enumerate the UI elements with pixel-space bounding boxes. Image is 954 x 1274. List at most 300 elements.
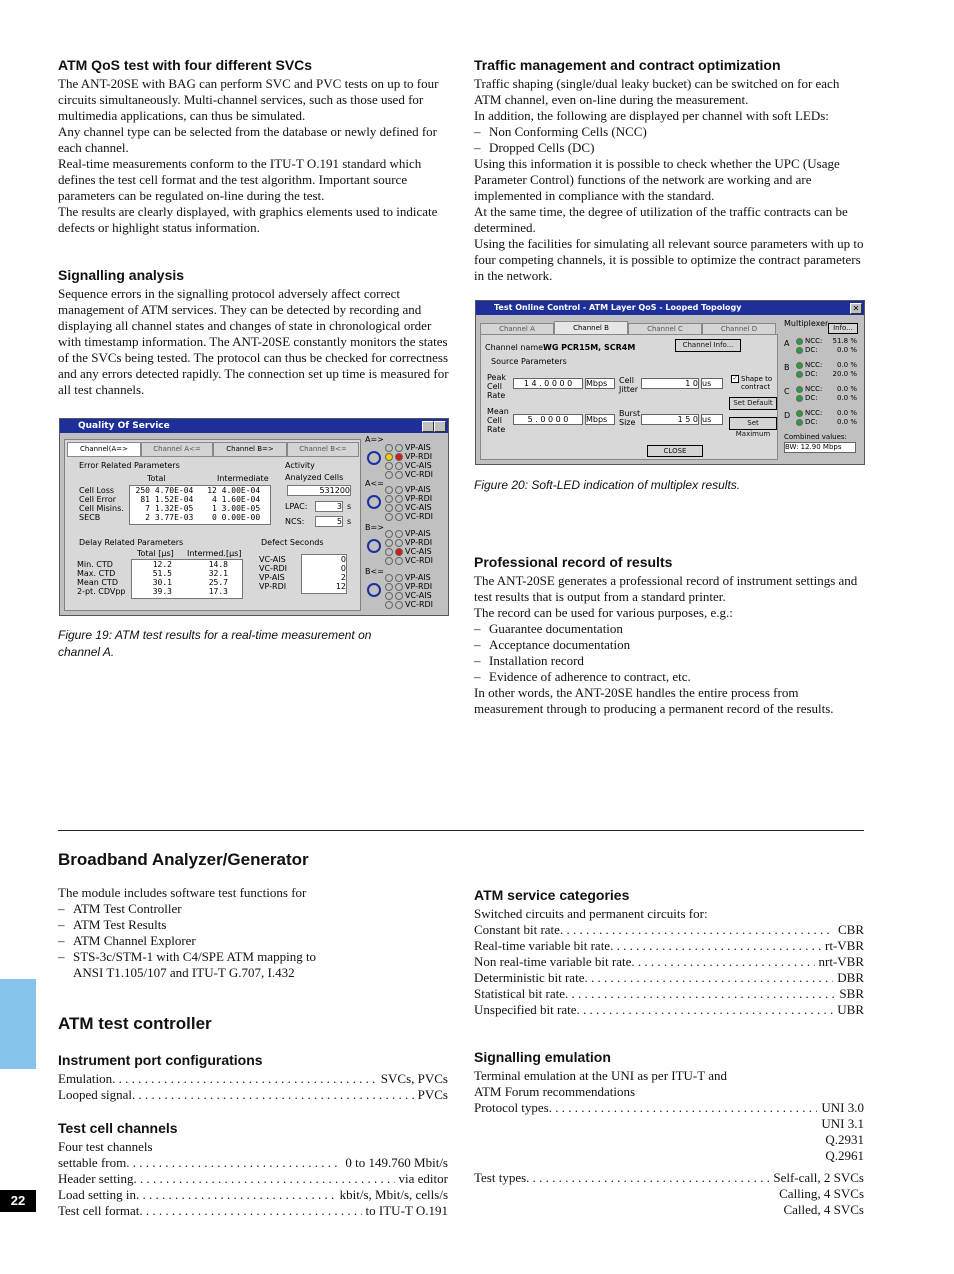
defect-label: VP-AIS: [259, 573, 285, 582]
spec-label: Load setting in: [58, 1187, 136, 1202]
channel-info-button[interactable]: Channel Info...: [675, 339, 741, 352]
channel-name-value: WG PCR15M, SCR4M: [543, 343, 636, 352]
side-accent-bar: [0, 979, 36, 1069]
section-heading: Instrument port configurations: [58, 1052, 263, 1068]
led-row: [385, 547, 433, 556]
led-off-icon: [385, 539, 393, 547]
broadband-section: [58, 850, 450, 981]
tab-channel-a[interactable]: Channel A: [480, 323, 554, 335]
defect-value: 0: [340, 555, 346, 564]
led-off-icon: [395, 486, 403, 494]
spec-value: Q.2961: [825, 1148, 864, 1163]
soft-led-green-icon: [796, 338, 803, 345]
error-params-title: Error Related Parameters: [79, 461, 180, 470]
err-values-box: [129, 485, 271, 525]
list-item: – Evidence of adherence to contract, etc.: [474, 669, 866, 685]
tab-channel-a-in[interactable]: Channel A<=: [141, 442, 213, 457]
err-labels: [79, 486, 124, 522]
paragraph: At the same time, the degree of utilization of the traffic contracts can be determined.: [474, 204, 848, 235]
delay-row: [132, 560, 242, 569]
minimize-button[interactable]: [422, 421, 434, 432]
mux-info-button[interactable]: Info...: [828, 323, 858, 334]
delay-label: 2-pt. CDVpp: [77, 587, 126, 596]
cell-jitter-value: 1 0: [641, 378, 699, 389]
source-params-title: Source Parameters: [491, 357, 567, 366]
mean-unit-select[interactable]: Mbps: [585, 414, 615, 425]
paragraph: The ANT-20SE with BAG can perform SVC and PVC tests on up to four circuits simultaneously. Multi-channel services, such as those used for multimedia applications, can thus be simulated.: [58, 76, 439, 123]
set-default-button[interactable]: Set Default: [729, 397, 777, 410]
err-cell: 0: [212, 513, 217, 522]
led-row: [385, 573, 433, 582]
peak-cell-rate-value: 1 4 . 0 0 0 0: [513, 378, 583, 389]
led-label: VP-RDI: [405, 582, 433, 591]
err-cell: 1.60E-04: [221, 495, 261, 504]
main-heading: Broadband Analyzer/Generator: [58, 850, 309, 869]
err-cell: 250: [135, 486, 150, 495]
section-heading: Professional record of results: [474, 554, 673, 570]
list-item: – Guarantee documentation: [474, 621, 866, 637]
led-off-icon: [395, 444, 403, 452]
peak-unit-select[interactable]: Mbps: [585, 378, 615, 389]
defect-value: 0: [340, 564, 346, 573]
qos-window: [59, 418, 449, 616]
led-list: [385, 529, 433, 565]
spec-row: [474, 938, 864, 954]
spec-label: Test cell format: [58, 1203, 140, 1218]
atm-controller-section: [58, 1014, 448, 1219]
err-cell: 1.52E-04: [154, 495, 194, 504]
led-yellow-icon: [385, 453, 393, 461]
err-cell: 7: [145, 504, 150, 513]
spec-value: Self-call, 2 SVCs: [773, 1170, 864, 1185]
spec-value: Called, 4 SVCs: [783, 1202, 864, 1217]
soft-led-green-icon: [796, 347, 803, 354]
dot-leader: [549, 1100, 818, 1116]
channel-panel: [480, 334, 778, 460]
mux-value-label: DC:: [805, 370, 818, 378]
led-off-icon: [395, 462, 403, 470]
led-off-icon: [395, 471, 403, 479]
channel-name-label: Channel name:: [485, 343, 546, 352]
mux-value-label: DC:: [805, 418, 818, 426]
led-group-b-in: [365, 567, 445, 611]
mux-rows: [782, 337, 860, 433]
tab-channel-a-out[interactable]: Channel(A=>: [67, 442, 141, 457]
spec-label: settable from: [58, 1155, 127, 1170]
shape-checkbox[interactable]: ✓: [732, 375, 738, 382]
analyzed-cells-label: Analyzed Cells: [285, 473, 344, 482]
err-cell: 2: [145, 513, 150, 522]
led-list: [385, 485, 433, 521]
led-off-icon: [385, 513, 393, 521]
led-row: [385, 556, 433, 565]
spec-row: [58, 1203, 448, 1219]
delay-inter-header: Intermed.[µs]: [187, 549, 242, 558]
soft-led-green-icon: [796, 386, 803, 393]
paragraph: Sequence errors in the signalling protocol adversely affect correct management of ATM services. They can be detected by recording and displaying all channel states and changes of state in chronological order with timestamp information. The ANT-20SE constantly monitors the states of the SVCs being tested. The protocol can thus be checked for correctness and any errors detected rapidly. The connection set up time is measured for all test channels.: [58, 286, 449, 397]
led-row: [385, 582, 433, 591]
spec-value: Q.2931: [825, 1132, 864, 1147]
set-maximum-button[interactable]: Set Maximum: [729, 417, 777, 430]
spec-row: [58, 1087, 448, 1103]
err-label: SECB: [79, 513, 101, 522]
figure-20-caption: Figure 20: Soft-LED indication of multiplex results.: [474, 478, 741, 492]
err-cell: 1: [212, 504, 217, 513]
err-cell: 4.70E-04: [154, 486, 194, 495]
mux-value-row: [796, 370, 857, 379]
soft-led-green-icon: [796, 419, 803, 426]
led-label: VP-AIS: [405, 573, 431, 582]
led-row: [385, 538, 433, 547]
led-off-icon: [385, 574, 393, 582]
left-column-top: [58, 57, 450, 236]
err-label: Cell Misins.: [79, 504, 124, 513]
tab-channel-b[interactable]: Channel B: [554, 321, 628, 335]
led-label: VC-RDI: [405, 600, 434, 609]
led-label: VC-AIS: [405, 461, 432, 470]
shape-label: Shape to contract: [741, 375, 773, 391]
multiplexer-title: Multiplexer: [784, 319, 829, 328]
err-inter-header: Intermediate: [217, 474, 269, 483]
mux-channel-row: [782, 361, 860, 385]
led-off-icon: [385, 583, 393, 591]
defect-label: VP-RDI: [259, 582, 287, 591]
mean-cell-rate-value: 5 . 0 0 0 0: [513, 414, 583, 425]
led-label: VP-AIS: [405, 529, 431, 538]
spec-row: [474, 1170, 864, 1186]
tab-channel-d[interactable]: Channel D: [702, 323, 776, 335]
spec-label: Real-time variable bit rate: [474, 938, 611, 953]
section-heading: Signalling analysis: [58, 267, 185, 283]
led-off-icon: [395, 504, 403, 512]
paragraph: Terminal emulation at the UNI as per ITU-T and: [474, 1068, 727, 1083]
err-cell: 1.32E-05: [154, 504, 194, 513]
mux-value-row: [796, 337, 857, 346]
mux-value-label: NCC:: [805, 385, 823, 393]
mux-value-row: [796, 394, 857, 403]
paragraph: Using this information it is possible to check whether the UPC (Usage Parameter Control) functions of the network are working and are implemented in compliance with the standard.: [474, 156, 840, 203]
spec-value: UNI 3.0: [821, 1100, 864, 1115]
led-row: [385, 529, 433, 538]
err-total-header: Total: [147, 474, 166, 483]
delay-label: Mean CTD: [77, 578, 118, 587]
led-off-icon: [395, 495, 403, 503]
mux-value-label: NCC:: [805, 337, 823, 345]
maximize-button[interactable]: [434, 421, 446, 432]
mux-value-label: NCC:: [805, 409, 823, 417]
main-heading: ATM test controller: [58, 1014, 212, 1033]
led-off-icon: [395, 574, 403, 582]
led-off-icon: [395, 592, 403, 600]
list-item: – Dropped Cells (DC): [474, 140, 866, 156]
led-off-icon: [395, 513, 403, 521]
spec-label: Constant bit rate: [474, 922, 560, 937]
record-section: [474, 554, 866, 717]
paragraph: The module includes software test functions for: [58, 885, 307, 900]
paragraph: Using the facilities for simulating all relevant source parameters with up to four competing channels, it is possible to optimize the contract parameters in the network.: [474, 236, 864, 283]
led-label: VC-AIS: [405, 547, 432, 556]
led-off-icon: [385, 530, 393, 538]
spec-value: SVCs, PVCs: [380, 1071, 448, 1086]
direction-label: B<=: [365, 567, 384, 576]
right-column-top: [474, 57, 866, 284]
list-item: – ATM Test Results: [58, 917, 450, 933]
mux-value: 0.0 %: [836, 361, 857, 369]
led-label: VP-RDI: [405, 494, 433, 503]
led-off-icon: [395, 601, 403, 609]
mux-value-row: [796, 418, 857, 427]
tab-channel-b-in[interactable]: Channel B<=: [287, 442, 359, 457]
led-off-icon: [395, 539, 403, 547]
mux-value: 51.8 %: [832, 337, 857, 345]
mux-channel-label: A: [784, 339, 790, 348]
delay-label: Min. CTD: [77, 560, 113, 569]
spec-row: [474, 986, 864, 1002]
list-item: – ATM Channel Explorer: [58, 933, 450, 949]
led-label: VP-RDI: [405, 538, 433, 547]
dot-leader: [631, 954, 814, 970]
direction-label: B=>: [365, 523, 384, 532]
spec-row: [474, 1100, 864, 1116]
led-group-a-in: [365, 479, 445, 523]
delay-row: [132, 578, 242, 587]
peak-cell-rate-label: Peak Cell Rate: [487, 373, 506, 400]
err-cell: 12: [207, 486, 217, 495]
list-item: – STS-3c/STM-1 with C4/SPE ATM mapping to ANSI T1.105/107 and ITU-T G.707, I.432: [58, 949, 343, 981]
direction-label: A=>: [365, 435, 384, 444]
dot-leader: [136, 1187, 336, 1203]
magnifier-icon[interactable]: [367, 583, 381, 597]
defect-label: VC-RDI: [259, 564, 288, 573]
spec-row: [58, 1171, 448, 1187]
led-label: VC-AIS: [405, 503, 432, 512]
err-row: [130, 495, 270, 504]
led-label: VC-RDI: [405, 556, 434, 565]
led-off-icon: [385, 471, 393, 479]
tab-channel-c[interactable]: Channel C: [628, 323, 702, 335]
magnifier-icon[interactable]: [367, 495, 381, 509]
led-row: [385, 512, 433, 521]
cell-jitter-label: Cell Jitter: [619, 376, 639, 394]
led-row: [385, 485, 433, 494]
window-titlebar: [476, 301, 864, 315]
defect-seconds-title: Defect Seconds: [261, 538, 324, 547]
mux-value-row: [796, 385, 857, 394]
section-heading: Test cell channels: [58, 1120, 178, 1136]
led-group-a-out: [365, 435, 445, 479]
led-off-icon: [385, 495, 393, 503]
delay-total-header: Total [µs]: [137, 549, 174, 558]
led-off-icon: [395, 557, 403, 565]
purpose-list: [474, 621, 866, 685]
mux-channel-label: B: [784, 363, 790, 372]
ncs-value: 5: [315, 516, 343, 527]
dot-leader: [584, 970, 833, 986]
signalling-emulation-section: [474, 1049, 864, 1218]
close-button[interactable]: CLOSE: [647, 445, 703, 457]
spec-row: [58, 1187, 448, 1203]
dot-leader: [577, 1002, 834, 1018]
led-list: [474, 124, 866, 156]
soft-led-green-icon: [796, 410, 803, 417]
spec-value: via editor: [398, 1171, 448, 1186]
err-cell: 81: [140, 495, 150, 504]
dot-leader: [565, 986, 835, 1002]
delay-cell: 30.1: [152, 578, 172, 587]
led-group-b-out: [365, 523, 445, 567]
err-label: Cell Error: [79, 495, 116, 504]
led-off-icon: [385, 504, 393, 512]
mux-value: 0.0 %: [836, 385, 857, 393]
led-label: VP-RDI: [405, 452, 433, 461]
analyzed-cells-value: 531200: [287, 485, 351, 496]
err-cell: 3.00E-05: [221, 504, 261, 513]
ncs-unit: s: [347, 517, 352, 526]
led-off-icon: [395, 583, 403, 591]
mux-channel-label: D: [784, 411, 791, 420]
window-title: Test Online Control - ATM Layer QoS - Looped Topology: [494, 303, 742, 312]
spec-row: [474, 970, 864, 986]
led-label: VC-AIS: [405, 591, 432, 600]
delay-cell: 32.1: [208, 569, 228, 578]
dot-leader: [112, 1071, 377, 1087]
led-row: [385, 600, 433, 609]
delay-label: Max. CTD: [77, 569, 116, 578]
spec-value: UBR: [837, 1002, 864, 1017]
led-row: [385, 591, 433, 600]
magnifier-icon[interactable]: [367, 451, 381, 465]
spec-value: nrt-VBR: [818, 954, 864, 969]
spec-label: Header setting: [58, 1171, 134, 1186]
defect-label: VC-AIS: [259, 555, 286, 564]
function-list: [58, 901, 450, 981]
led-label: VC-RDI: [405, 470, 434, 479]
spec-row: [474, 922, 864, 938]
err-row: [130, 513, 270, 522]
section-heading: Traffic management and contract optimization: [474, 57, 781, 73]
window-title: Quality Of Service: [78, 421, 170, 431]
dot-leader: [139, 1203, 361, 1219]
mux-value-label: DC:: [805, 394, 818, 402]
spec-value: SBR: [839, 986, 864, 1001]
delay-cell: 25.7: [208, 578, 228, 587]
led-red-icon: [395, 453, 403, 461]
ncs-label: NCS:: [285, 517, 305, 526]
section-divider: [58, 830, 864, 831]
list-item: – ATM Test Controller: [58, 901, 450, 917]
defect-values-box: [301, 554, 347, 594]
led-row: [385, 494, 433, 503]
led-row: [385, 443, 433, 452]
led-off-icon: [385, 601, 393, 609]
spec-label: Unspecified bit rate: [474, 1002, 577, 1017]
mux-value-label: DC:: [805, 346, 818, 354]
err-cell: 4: [212, 495, 217, 504]
delay-values-box: [131, 559, 243, 599]
delay-labels: [77, 560, 126, 596]
err-label: Cell Loss: [79, 486, 115, 495]
burst-size-value: 1 5 0: [641, 414, 699, 425]
mux-value: 0.0 %: [836, 409, 857, 417]
combined-label: Combined values:: [784, 433, 847, 441]
err-cell: 4.00E-04: [221, 486, 261, 495]
section-heading: Signalling emulation: [474, 1049, 611, 1065]
defect-value: 2: [340, 573, 346, 582]
burst-size-label: Burst Size: [619, 409, 641, 427]
spec-value: Calling, 4 SVCs: [779, 1186, 864, 1201]
direction-label: A<=: [365, 479, 384, 488]
led-off-icon: [385, 548, 393, 556]
list-item: – Installation record: [474, 653, 866, 669]
spec-value: to ITU-T O.191: [365, 1203, 448, 1218]
activity-title: Activity: [285, 461, 315, 470]
spec-label: Test types: [474, 1170, 527, 1185]
led-red-icon: [395, 548, 403, 556]
paragraph: Any channel type can be selected from the database or newly defined for each channel.: [58, 124, 438, 155]
magnifier-icon[interactable]: [367, 539, 381, 553]
lpac-value: 3: [315, 501, 343, 512]
spec-value: CBR: [837, 922, 864, 937]
signalling-section: [58, 267, 450, 398]
soft-led-green-icon: [796, 371, 803, 378]
service-categories-section: [474, 887, 864, 1018]
mux-channel-row: [782, 337, 860, 361]
tab-channel-b-out[interactable]: Channel B=>: [213, 442, 287, 457]
spec-value: 0 to 149.760 Mbit/s: [345, 1155, 448, 1170]
led-row: [385, 470, 433, 479]
burst-unit-select[interactable]: us: [701, 414, 723, 425]
dot-leader: [526, 1170, 769, 1186]
list-item: – Non Conforming Cells (NCC): [474, 124, 866, 140]
led-label: VP-AIS: [405, 443, 431, 452]
mux-channel-row: [782, 385, 860, 409]
led-row: [385, 452, 433, 461]
section-heading: ATM QoS test with four different SVCs: [58, 57, 313, 73]
mux-channel-row: [782, 409, 860, 433]
spec-row: [474, 1002, 864, 1018]
err-cell: 3.77E-03: [154, 513, 194, 522]
spec-label: Emulation: [58, 1071, 113, 1086]
qos-panel: [64, 439, 361, 611]
lpac-unit: s: [347, 502, 352, 511]
err-cell: 0.00E-00: [221, 513, 261, 522]
spec-value: UNI 3.1: [821, 1116, 864, 1131]
err-row: [130, 486, 270, 495]
spec-row: [474, 954, 864, 970]
led-list: [385, 443, 433, 479]
mux-value: 0.0 %: [836, 394, 857, 402]
led-off-icon: [385, 462, 393, 470]
led-off-icon: [385, 486, 393, 494]
figure-19-caption: Figure 19: ATM test results for a real-time measurement on channel A.: [58, 628, 372, 659]
jitter-unit-select[interactable]: us: [701, 378, 723, 389]
spec-row: [58, 1071, 448, 1087]
dot-leader: [610, 938, 821, 954]
paragraph: In other words, the ANT-20SE handles the entire process from measurement through to producing a permanent record of the results.: [474, 685, 834, 716]
list-item: – Acceptance documentation: [474, 637, 866, 653]
delay-row: [132, 569, 242, 578]
paragraph: Four test channels: [58, 1139, 153, 1154]
close-icon[interactable]: ✕: [850, 303, 862, 314]
spec-label: Statistical bit rate: [474, 986, 565, 1001]
led-off-icon: [385, 444, 393, 452]
mux-value: 0.0 %: [836, 418, 857, 426]
led-off-icon: [385, 557, 393, 565]
spec-value: PVCs: [417, 1087, 448, 1102]
delay-cell: 14.8: [208, 560, 228, 569]
spec-label: Deterministic bit rate: [474, 970, 585, 985]
spec-label: Non real-time variable bit rate: [474, 954, 632, 969]
